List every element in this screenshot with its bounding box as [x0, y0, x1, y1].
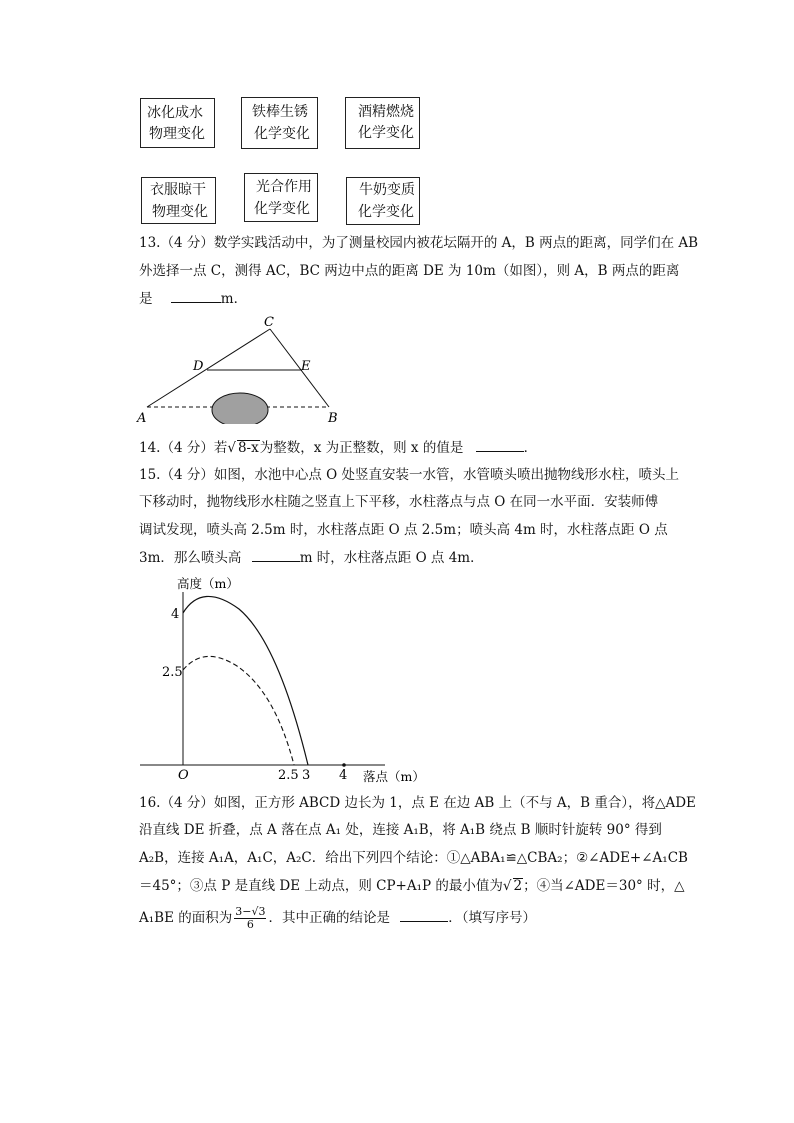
- answer-blank: [252, 549, 300, 562]
- label-E: E: [301, 359, 311, 374]
- q14-text: 为整数，x 为正整数，则 x 的值是: [259, 440, 464, 456]
- box-milk-spoil: [346, 177, 420, 225]
- y-tick-4: 4: [171, 607, 180, 622]
- q16-line1: 16.（4 分）如图，正方形 ABCD 边长为 1，点 E 在边 AB 上（不与 A，B 重合），将△ADE: [139, 795, 696, 811]
- box-text: 铁棒生锈: [252, 104, 308, 120]
- q16-text: A₁BE 的面积为: [139, 910, 233, 926]
- answer-blank: [171, 290, 221, 303]
- x-axis-label: 落点（m）: [363, 769, 425, 784]
- q16-line2: 沿直线 DE 折叠，点 A 落在点 A₁ 处，连接 A₁B，将 A₁B 绕点 B 顺时针旋转 90° 得到: [139, 822, 662, 838]
- q16-text: ＝45°；③点 P 是直线 DE 上动点，则 CP+A₁P 的最小值为: [139, 878, 503, 894]
- q16-line5: [139, 906, 536, 931]
- y-tick-2.5: 2.5: [162, 665, 183, 680]
- label-B: B: [328, 411, 338, 424]
- x-tick-4: 4: [339, 768, 348, 783]
- box-text: 酒精燃烧: [358, 104, 414, 120]
- triangle-figure: [130, 312, 350, 424]
- q15-line2: 下移动时，抛物线形水柱随之竖直上下平移，水柱落点与点 O 在同一水平面．安装师傅: [139, 494, 659, 510]
- q16-line3: A₂B，连接 A₁A，A₁C，A₂C．给出下列四个结论：①△ABA₁≌△CBA₂；②∠ADE+∠A₁CB: [139, 850, 688, 866]
- box-photosynthesis: [244, 173, 318, 222]
- fraction-numerator: 3−√3: [235, 905, 266, 918]
- q13-line3: [139, 289, 247, 309]
- sqrt-symbol: √: [502, 878, 512, 894]
- box-alcohol-burn: [345, 97, 420, 149]
- box-text: 化学变化: [358, 125, 414, 141]
- box-text: 化学变化: [254, 201, 310, 217]
- q15-text: 3m．那么喷头高: [139, 550, 242, 566]
- q16-text: ．其中正确的结论是: [268, 910, 390, 926]
- box-clothes-dry: [141, 177, 216, 224]
- fountain-chart: [135, 570, 435, 790]
- box-text: 化学变化: [358, 204, 414, 220]
- label-C: C: [264, 315, 274, 330]
- box-text: 化学变化: [254, 126, 310, 142]
- parabola-solid: [183, 596, 308, 765]
- label-D: D: [193, 359, 204, 374]
- q16-text: ．（填写序号）: [448, 910, 537, 926]
- q13-line1: 13.（4 分）数学实践活动中，为了测量校园内被花坛隔开的 A，B 两点的距离，同学们在 AB: [139, 235, 699, 251]
- answer-blank: [400, 909, 448, 922]
- q15-line1: 15.（4 分）如图，水池中心点 O 处竖直安装一水管，水管喷头喷出抛物线形水柱，喷头上: [139, 467, 679, 483]
- q13-text: m．: [220, 291, 248, 307]
- fraction-denominator: 6: [246, 918, 254, 931]
- q16-text: ；④当∠ADE＝30° 时，△: [523, 878, 685, 894]
- origin-label: O: [178, 768, 189, 783]
- q16-sqrt-radicand: 2: [513, 878, 523, 894]
- q15-line4: [139, 548, 484, 568]
- q14-line: [139, 438, 537, 458]
- box-ice-to-water: [140, 98, 215, 148]
- q13-text: 是: [139, 291, 153, 307]
- box-text: 牛奶变质: [359, 182, 415, 198]
- box-text: 物理变化: [149, 126, 205, 142]
- x-tick-2.5: 2.5: [278, 768, 299, 783]
- q16-line4: [139, 876, 684, 896]
- q14-text: 14.（4 分）若: [139, 440, 228, 456]
- box-text: 衣服晾干: [150, 182, 206, 198]
- parabola-dashed: [183, 656, 294, 765]
- box-text: 物理变化: [152, 204, 208, 220]
- fraction: [234, 906, 266, 931]
- box-text: 冰化成水: [147, 105, 203, 121]
- box-iron-rust: [241, 97, 318, 149]
- x-tick-3: 3: [302, 768, 311, 783]
- q14-radicand: 8-x: [237, 440, 259, 456]
- box-text: 光合作用: [256, 179, 312, 195]
- q13-line2: 外选择一点 C，测得 AC，BC 两边中点的距离 DE 为 10m（如图），则 A，B 两点的距离: [139, 263, 680, 279]
- answer-blank: [476, 439, 524, 452]
- y-axis-label: 高度（m）: [177, 576, 239, 591]
- label-A: A: [137, 411, 147, 424]
- flower-bed-ellipse: [212, 393, 268, 424]
- q15-text: m 时，水柱落点距 O 点 4m．: [299, 550, 484, 566]
- point-4: [342, 763, 346, 767]
- q15-line3: 调试发现，喷头高 2.5m 时，水柱落点距 O 点 2.5m；喷头高 4m 时，水柱落点距 O 点: [139, 522, 668, 538]
- sqrt-symbol: √: [227, 440, 236, 456]
- q14-text: ．: [523, 440, 538, 456]
